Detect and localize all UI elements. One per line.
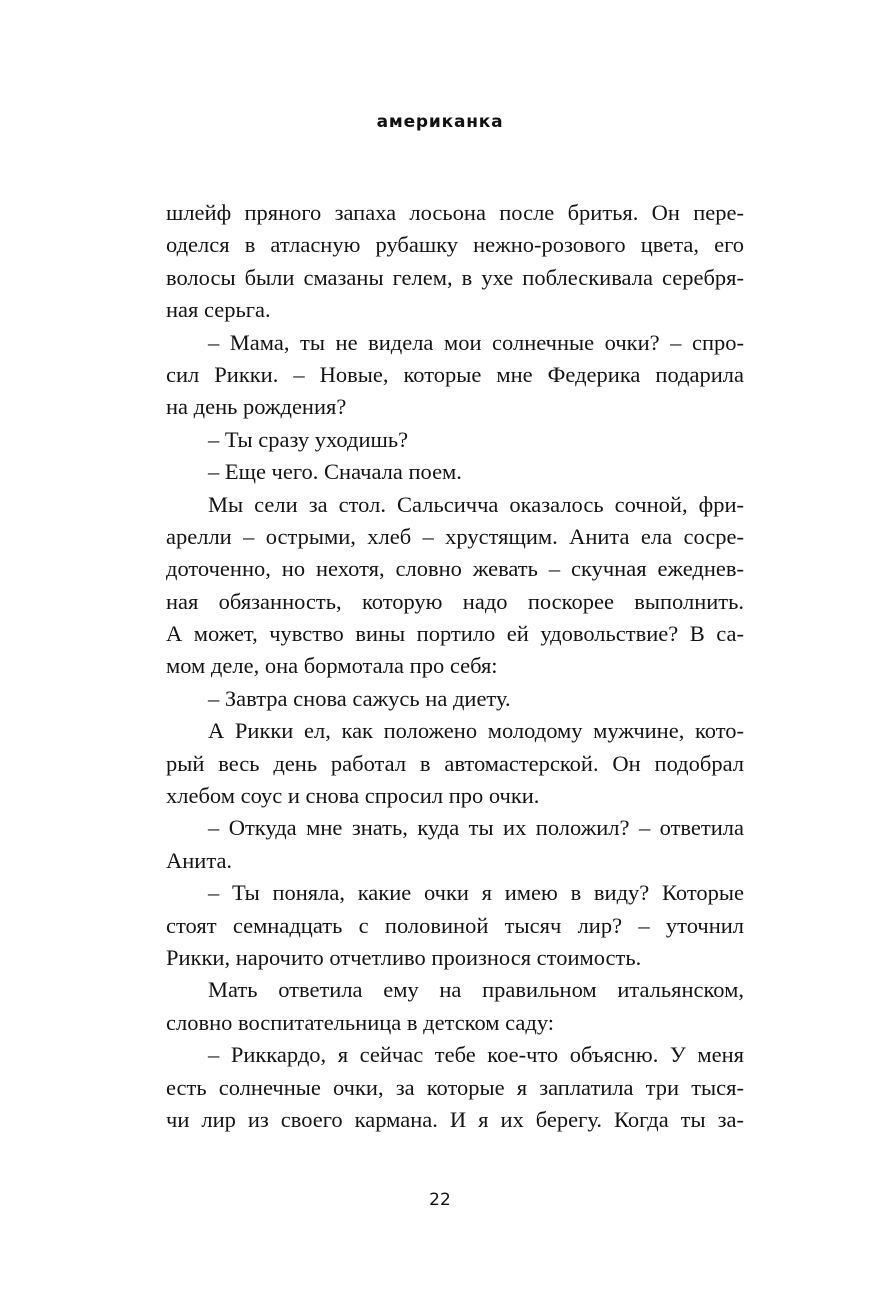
text-line: шлейф пряного запаха лосьона после бритья. Он пере- — [166, 200, 744, 225]
text-line: ная обязанность, которую надо поскорее выполнить. — [166, 588, 744, 614]
text-line: Мать ответила ему на правильном итальянском, — [208, 977, 744, 1003]
text-line: чи лир из своего кармана. И я их берегу. Когда ты за- — [166, 1106, 744, 1132]
text-line: – Завтра снова сажусь на диету. — [208, 685, 511, 711]
text-line: ная серьга. — [166, 297, 271, 323]
text-line: мом деле, она бормотала про себя: — [166, 653, 498, 679]
text-line: арелли – острыми, хлеб – хрустящим. Анита ела сосре- — [166, 523, 744, 549]
text-line: есть солнечные очки, за которые я заплатила три тыся- — [166, 1074, 744, 1100]
text-line: доточенно, но нехотя, словно жевать – скучная ежеднев- — [166, 556, 744, 582]
text-line: стоят семнадцать с половиной тысяч лир? – уточнил — [166, 912, 744, 938]
body-text — [166, 197, 744, 1136]
text-line: Рикки, нарочито отчетливо произнося стоимость. — [166, 944, 642, 970]
text-line: – Мама, ты не видела мои солнечные очки? – спро- — [208, 329, 744, 355]
text-line: – Откуда мне знать, куда ты их положил? – ответила — [208, 815, 744, 841]
page-number: 22 — [429, 1190, 451, 1210]
text-line: на день рождения? — [166, 394, 347, 420]
text-line: А может, чувство вины портило ей удовольствие? В са- — [166, 621, 744, 647]
text-line: волосы были смазаны гелем, в ухе поблескивала серебря- — [166, 264, 744, 290]
text-line: – Еще чего. Сначала поем. — [208, 459, 462, 485]
text-line: рый весь день работал в автомастерской. Он подобрал — [166, 750, 744, 776]
text-line: хлебом соус и снова спросил про очки. — [166, 783, 540, 809]
text-line: оделся в атласную рубашку нежно-розового цвета, его — [166, 232, 744, 258]
text-line: А Рикки ел, как положено молодому мужчине, кото- — [208, 718, 744, 744]
text-line: – Ты поняла, какие очки я имею в виду? Которые — [208, 880, 744, 906]
text-line: словно воспитательница в детском саду: — [166, 1009, 555, 1035]
text-line: – Риккардо, я сейчас тебе кое-что объясню. У меня — [208, 1042, 744, 1068]
text-line: – Ты сразу уходишь? — [208, 426, 409, 452]
text-line: Мы сели за стол. Сальсичча оказалось сочной, фри- — [208, 491, 744, 517]
text-line: сил Рикки. – Новые, которые мне Федерика подарила — [166, 361, 744, 387]
running-head: американка — [376, 112, 504, 132]
text-line: Анита. — [166, 847, 233, 873]
